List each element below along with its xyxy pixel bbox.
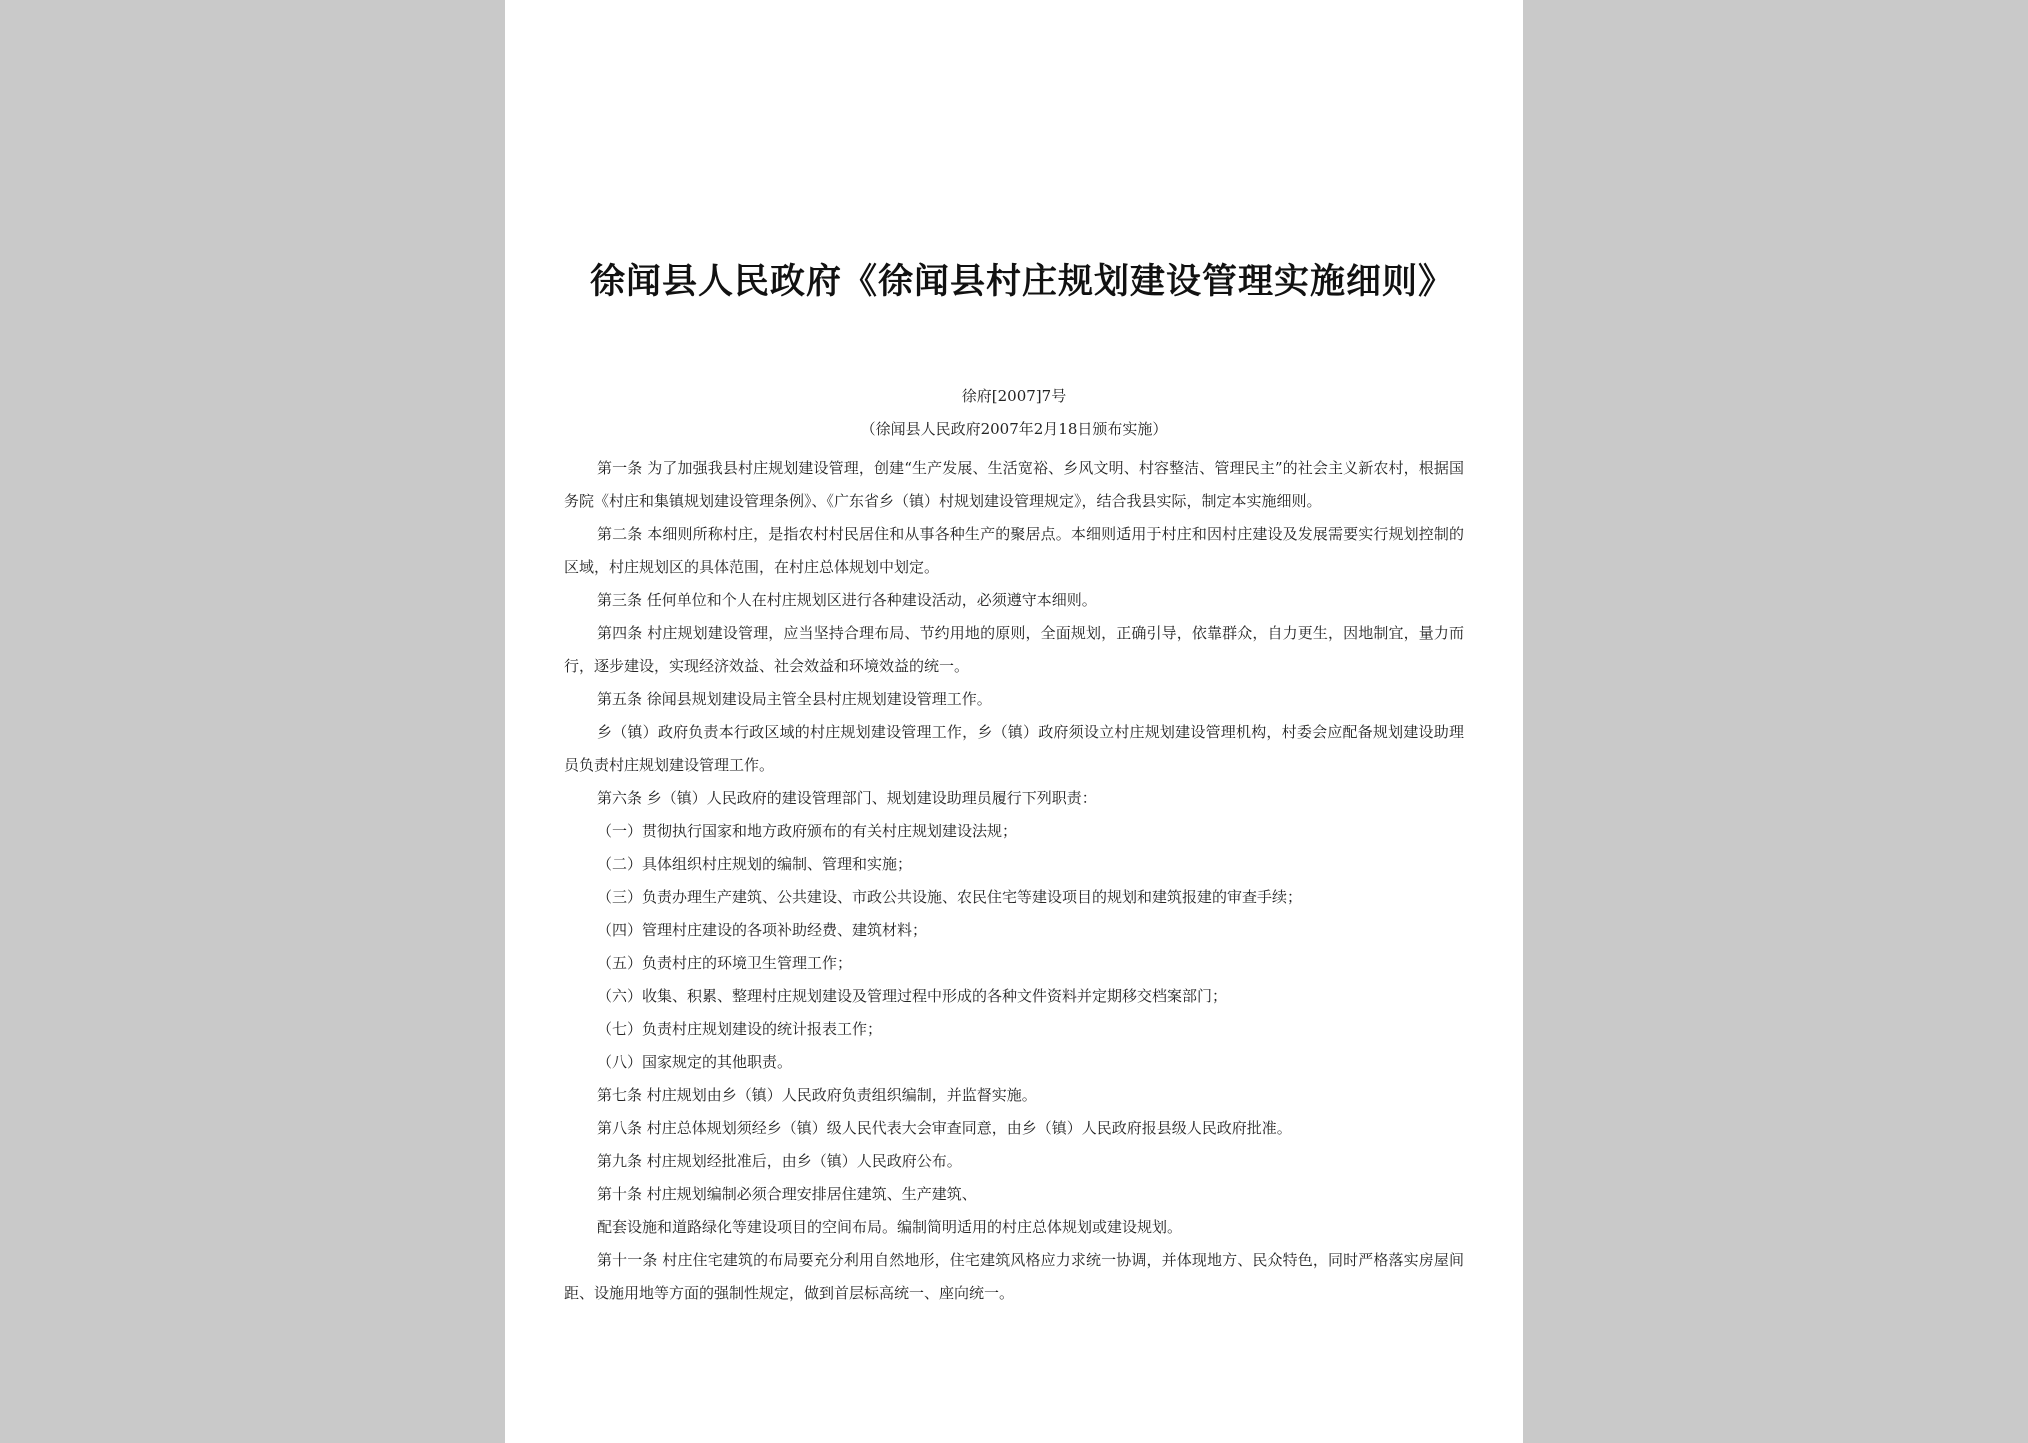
article-6-item-7: （七）负责村庄规划建设的统计报表工作；: [597, 1020, 883, 1038]
article-6: 第六条 乡（镇）人民政府的建设管理部门、规划建设助理员履行下列职责：: [597, 789, 1097, 807]
article-11: 第十一条 村庄住宅建筑的布局要充分利用自然地形，住宅建筑风格应力求统一协调，并体现地方、民众特色，同时严格落实房屋间距、设施用地等方面的强制性规定，做到首层标高统一、座向统一。: [564, 1251, 1464, 1302]
article-6-item-6: （六）收集、积累、整理村庄规划建设及管理过程中形成的各种文件资料并定期移交档案部门；: [597, 987, 1228, 1005]
article-6-item-4: （四）管理村庄建设的各项补助经费、建筑材料；: [597, 921, 928, 939]
document-body: [564, 452, 1464, 1310]
article-10: 第十条 村庄规划编制必须合理安排居住建筑、生产建筑、: [597, 1185, 977, 1203]
article-9: 第九条 村庄规划经批准后，由乡（镇）人民政府公布。: [597, 1152, 962, 1170]
article-6-item-1: （一）贯彻执行国家和地方政府颁布的有关村庄规划建设法规；: [597, 822, 1018, 840]
article-6-item-3: （三）负责办理生产建筑、公共建设、市政公共设施、农民住宅等建设项目的规划和建筑报建的审查手续；: [597, 888, 1303, 906]
article-5-paragraph-2: 乡（镇）政府负责本行政区域的村庄规划建设管理工作，乡（镇）政府须设立村庄规划建设管理机构，村委会应配备规划建设助理员负责村庄规划建设管理工作。: [564, 723, 1464, 774]
document-number: 徐府[2007]7号: [961, 387, 1067, 405]
promulgation-note: （徐闻县人民政府2007年2月18日颁布实施）: [860, 420, 1168, 438]
article-5: 第五条 徐闻县规划建设局主管全县村庄规划建设管理工作。: [597, 690, 992, 708]
article-3: 第三条 任何单位和个人在村庄规划区进行各种建设活动，必须遵守本细则。: [597, 591, 1097, 609]
article-6-item-5: （五）负责村庄的环境卫生管理工作；: [597, 954, 853, 972]
article-7: 第七条 村庄规划由乡（镇）人民政府负责组织编制，并监督实施。: [597, 1086, 1037, 1104]
article-4: 第四条 村庄规划建设管理，应当坚持合理布局、节约用地的原则，全面规划，正确引导，依靠群众，自力更生，因地制宜，量力而行，逐步建设，实现经济效益、社会效益和环境效益的统一。: [564, 624, 1464, 675]
article-10-continuation: 配套设施和道路绿化等建设项目的空间布局。编制简明适用的村庄总体规划或建设规划。: [597, 1218, 1183, 1236]
article-8: 第八条 村庄总体规划须经乡（镇）级人民代表大会审查同意，由乡（镇）人民政府报县级人民政府批准。: [597, 1119, 1292, 1137]
document-title: 徐闻县人民政府《徐闻县村庄规划建设管理实施细则》: [590, 262, 1455, 302]
article-6-item-2: （二）具体组织村庄规划的编制、管理和实施；: [597, 855, 913, 873]
document-page: [505, 0, 1523, 1443]
article-6-item-8: （八）国家规定的其他职责。: [597, 1053, 793, 1071]
article-2: 第二条 本细则所称村庄，是指农村村民居住和从事各种生产的聚居点。本细则适用于村庄和因村庄建设及发展需要实行规划控制的区域，村庄规划区的具体范围，在村庄总体规划中划定。: [564, 525, 1464, 576]
article-1: 第一条 为了加强我县村庄规划建设管理，创建“生产发展、生活宽裕、乡风文明、村容整洁、管理民主”的社会主义新农村，根据国务院《村庄和集镇规划建设管理条例》、《广东省乡（镇）村规划建设管理规定》，结合我县实际，制定本实施细则。: [564, 459, 1464, 510]
